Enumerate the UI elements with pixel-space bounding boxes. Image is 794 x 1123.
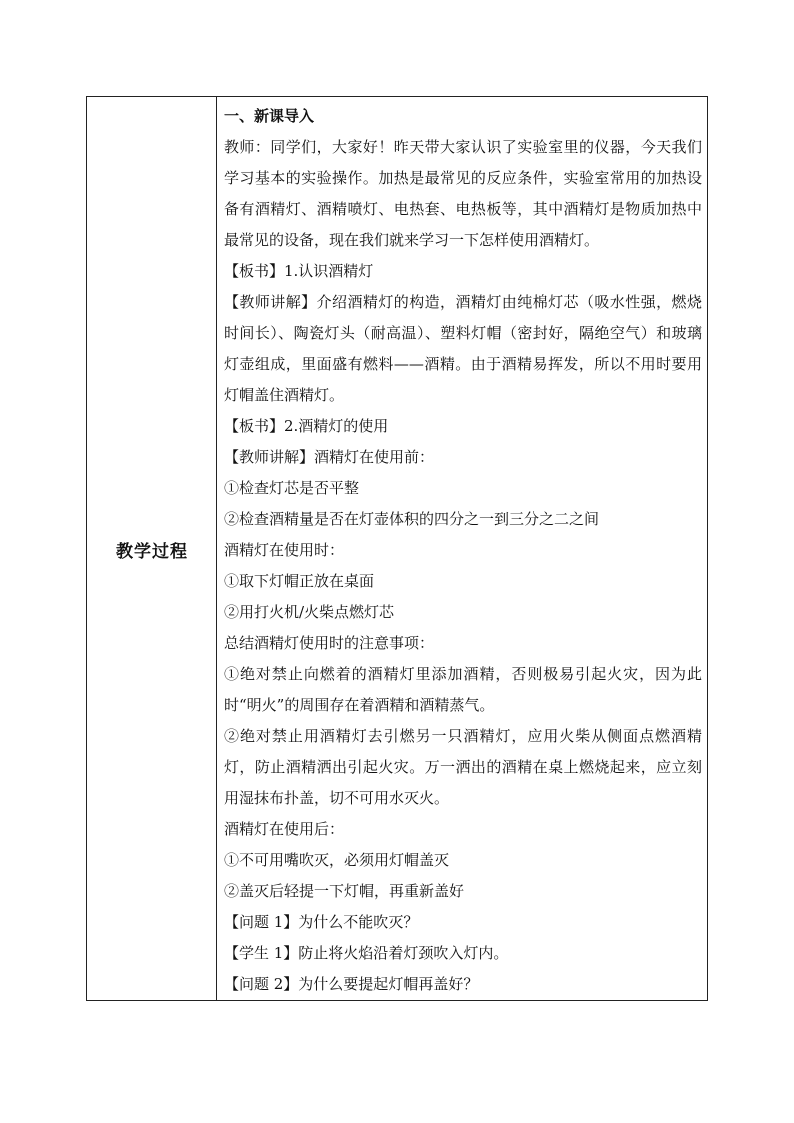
teacher-explanation-before-use: 【教师讲解】酒精灯在使用前：	[224, 448, 435, 466]
row-label-cell	[87, 97, 217, 1000]
student-answer-1: 【学生 1】防止将火焰沿着灯颈吹入灯内。	[224, 944, 509, 962]
content-cell	[217, 97, 707, 1000]
intro-paragraph: 教师：同学们，大家好！昨天带大家认识了实验室里的仪器，今天我们学习基本的实验操作。加热是最常见的反应条件，实验室常用的加热设备有酒精灯、酒精喷灯、电热套、电热板等，其中酒精灯是物质加热中最常见的设备，现在我们就来学习一下怎样使用酒精灯。	[224, 138, 702, 249]
teacher-explanation-structure: 【教师讲解】介绍酒精灯的构造，酒精灯由纯棉灯芯（吸水性强，燃烧时间长）、陶瓷灯头（耐高温）、塑料灯帽（密封好，隔绝空气）和玻璃灯壶组成，里面盛有燃料——酒精。由于酒精易挥发，所以不用时要用灯帽盖住酒精灯。	[224, 293, 702, 404]
board-note-1: 【板书】1.认识酒精灯	[224, 262, 374, 280]
after-use-heading: 酒精灯在使用后：	[224, 820, 345, 838]
question-2: 【问题 2】为什么要提起灯帽再盖好？	[224, 975, 479, 993]
precautions-heading: 总结酒精灯使用时的注意事项：	[224, 634, 435, 652]
before-use-step-1: ①检查灯芯是否平整	[224, 479, 360, 497]
during-use-step-2: ②用打火机/火柴点燃灯芯	[224, 603, 395, 621]
row-label: 教学过程	[116, 542, 188, 562]
board-note-2: 【板书】2.酒精灯的使用	[224, 417, 389, 435]
after-use-step-1: ①不可用嘴吹灭，必须用灯帽盖灭	[224, 851, 450, 869]
section-heading: 一、新课导入	[224, 107, 315, 125]
after-use-step-2: ②盖灭后轻提一下灯帽，再重新盖好	[224, 882, 465, 900]
before-use-step-2: ②检查酒精量是否在灯壶体积的四分之一到三分之二之间	[224, 510, 600, 528]
during-use-heading: 酒精灯在使用时：	[224, 541, 345, 559]
precaution-1: ①绝对禁止向燃着的酒精灯里添加酒精，否则极易引起火灾，因为此时“明火”的周围存在着酒精和酒精蒸气。	[224, 665, 702, 714]
lesson-plan-table	[86, 96, 708, 1001]
precaution-2: ②绝对禁止用酒精灯去引燃另一只酒精灯，应用火柴从侧面点燃酒精灯，防止酒精洒出引起火灾。万一洒出的酒精在桌上燃烧起来，应立刻用湿抹布扑盖，切不可用水灭火。	[224, 727, 702, 807]
question-1: 【问题 1】为什么不能吹灭？	[224, 913, 419, 931]
during-use-step-1: ①取下灯帽正放在桌面	[224, 572, 375, 590]
